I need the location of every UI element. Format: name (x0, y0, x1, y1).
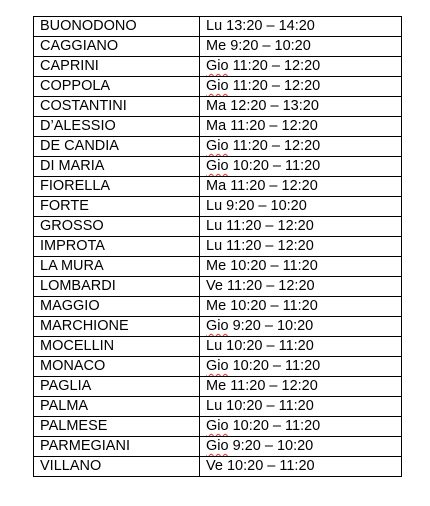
day-label: Ve (206, 278, 223, 294)
name-cell: FIORELLA (34, 177, 200, 197)
day-label: Gio (206, 78, 229, 94)
time-range: 11:20 – 12:20 (232, 58, 321, 74)
day-label: Ma (206, 118, 227, 134)
slot-cell (200, 297, 402, 317)
table-row (34, 137, 402, 157)
time-range: 9:20 – 10:20 (230, 38, 311, 54)
time-range: 10:20 – 11:20 (230, 298, 318, 314)
name-cell: GROSSO (34, 217, 200, 237)
slot-cell (200, 317, 402, 337)
name-cell: DI MARIA (34, 157, 200, 177)
time-range: 11:20 – 12:20 (230, 118, 318, 134)
slot-cell (200, 257, 402, 277)
name-cell: COPPOLA (34, 77, 200, 97)
name-cell: PALMA (34, 397, 200, 417)
table-row (34, 157, 402, 177)
time-range: 11:20 – 12:20 (226, 218, 314, 234)
name-cell: IMPROTA (34, 237, 200, 257)
time-range: 10:20 – 11:20 (226, 458, 315, 474)
table-row (34, 317, 402, 337)
table-row (34, 457, 402, 477)
day-label: Gio (206, 158, 229, 174)
day-label: Gio (206, 318, 229, 334)
day-label: Ma (206, 178, 227, 194)
name-cell: COSTANTINI (34, 97, 200, 117)
name-cell: LOMBARDI (34, 277, 200, 297)
table-row (34, 177, 402, 197)
time-range: 9:20 – 10:20 (232, 318, 314, 334)
day-label: Lu (206, 218, 223, 234)
day-label: Me (206, 298, 227, 314)
time-range: 11:20 – 12:20 (226, 278, 315, 294)
time-range: 10:20 – 11:20 (226, 338, 314, 354)
name-cell: MOCELLIN (34, 337, 200, 357)
name-cell: MAGGIO (34, 297, 200, 317)
table-row (34, 277, 402, 297)
name-cell: CAPRINI (34, 57, 200, 77)
day-label: Gio (206, 138, 229, 154)
time-range: 9:20 – 10:20 (226, 198, 307, 214)
time-range: 10:20 – 11:20 (232, 358, 321, 374)
slot-cell (200, 337, 402, 357)
day-label: Me (206, 378, 227, 394)
day-label: Gio (206, 418, 229, 434)
name-cell: DE CANDIA (34, 137, 200, 157)
slot-cell (200, 217, 402, 237)
slot-cell (200, 77, 402, 97)
time-range: 11:20 – 12:20 (230, 178, 318, 194)
slot-cell (200, 57, 402, 77)
slot-cell (200, 277, 402, 297)
table-row (34, 57, 402, 77)
time-range: 10:20 – 11:20 (230, 258, 318, 274)
time-range: 10:20 – 11:20 (226, 398, 314, 414)
slot-cell (200, 137, 402, 157)
table-row (34, 257, 402, 277)
time-range: 11:20 – 12:20 (230, 378, 318, 394)
name-cell: FORTE (34, 197, 200, 217)
name-cell: PALMESE (34, 417, 200, 437)
table-row (34, 417, 402, 437)
table-row (34, 217, 402, 237)
slot-cell (200, 97, 402, 117)
slot-cell (200, 237, 402, 257)
time-range: 9:20 – 10:20 (232, 438, 314, 454)
day-label: Me (206, 38, 227, 54)
time-range: 11:20 – 12:20 (232, 138, 321, 154)
name-cell: D’ALESSIO (34, 117, 200, 137)
slot-cell (200, 437, 402, 457)
time-range: 10:20 – 11:20 (232, 418, 321, 434)
name-cell: LA MURA (34, 257, 200, 277)
name-cell: VILLANO (34, 457, 200, 477)
name-cell: PARMEGIANI (34, 437, 200, 457)
slot-cell (200, 157, 402, 177)
schedule-table-body (34, 17, 402, 477)
day-label: Lu (206, 238, 223, 254)
table-row (34, 197, 402, 217)
day-label: Ma (206, 98, 227, 114)
table-row (34, 97, 402, 117)
slot-cell (200, 197, 402, 217)
table-row (34, 337, 402, 357)
table-row (34, 397, 402, 417)
slot-cell (200, 117, 402, 137)
day-label: Gio (206, 58, 229, 74)
day-label: Lu (206, 338, 223, 354)
table-row (34, 17, 402, 37)
slot-cell (200, 377, 402, 397)
time-range: 11:20 – 12:20 (232, 78, 321, 94)
table-row (34, 297, 402, 317)
name-cell: BUONODONO (34, 17, 200, 37)
slot-cell (200, 417, 402, 437)
time-range: 10:20 – 11:20 (232, 158, 321, 174)
table-row (34, 77, 402, 97)
day-label: Lu (206, 398, 223, 414)
day-label: Ve (206, 458, 223, 474)
slot-cell (200, 457, 402, 477)
day-label: Lu (206, 18, 223, 34)
day-label: Gio (206, 438, 229, 454)
time-range: 12:20 – 13:20 (230, 98, 319, 114)
day-label: Me (206, 258, 227, 274)
slot-cell (200, 37, 402, 57)
table-row (34, 37, 402, 57)
table-row (34, 117, 402, 137)
name-cell: MARCHIONE (34, 317, 200, 337)
slot-cell (200, 397, 402, 417)
day-label: Lu (206, 198, 223, 214)
name-cell: CAGGIANO (34, 37, 200, 57)
schedule-table (33, 16, 402, 477)
time-range: 13:20 – 14:20 (226, 18, 315, 34)
name-cell: MONACO (34, 357, 200, 377)
table-row (34, 357, 402, 377)
name-cell: PAGLIA (34, 377, 200, 397)
day-label: Gio (206, 358, 229, 374)
slot-cell (200, 17, 402, 37)
table-row (34, 437, 402, 457)
slot-cell (200, 357, 402, 377)
slot-cell (200, 177, 402, 197)
table-row (34, 237, 402, 257)
time-range: 11:20 – 12:20 (226, 238, 314, 254)
table-row (34, 377, 402, 397)
